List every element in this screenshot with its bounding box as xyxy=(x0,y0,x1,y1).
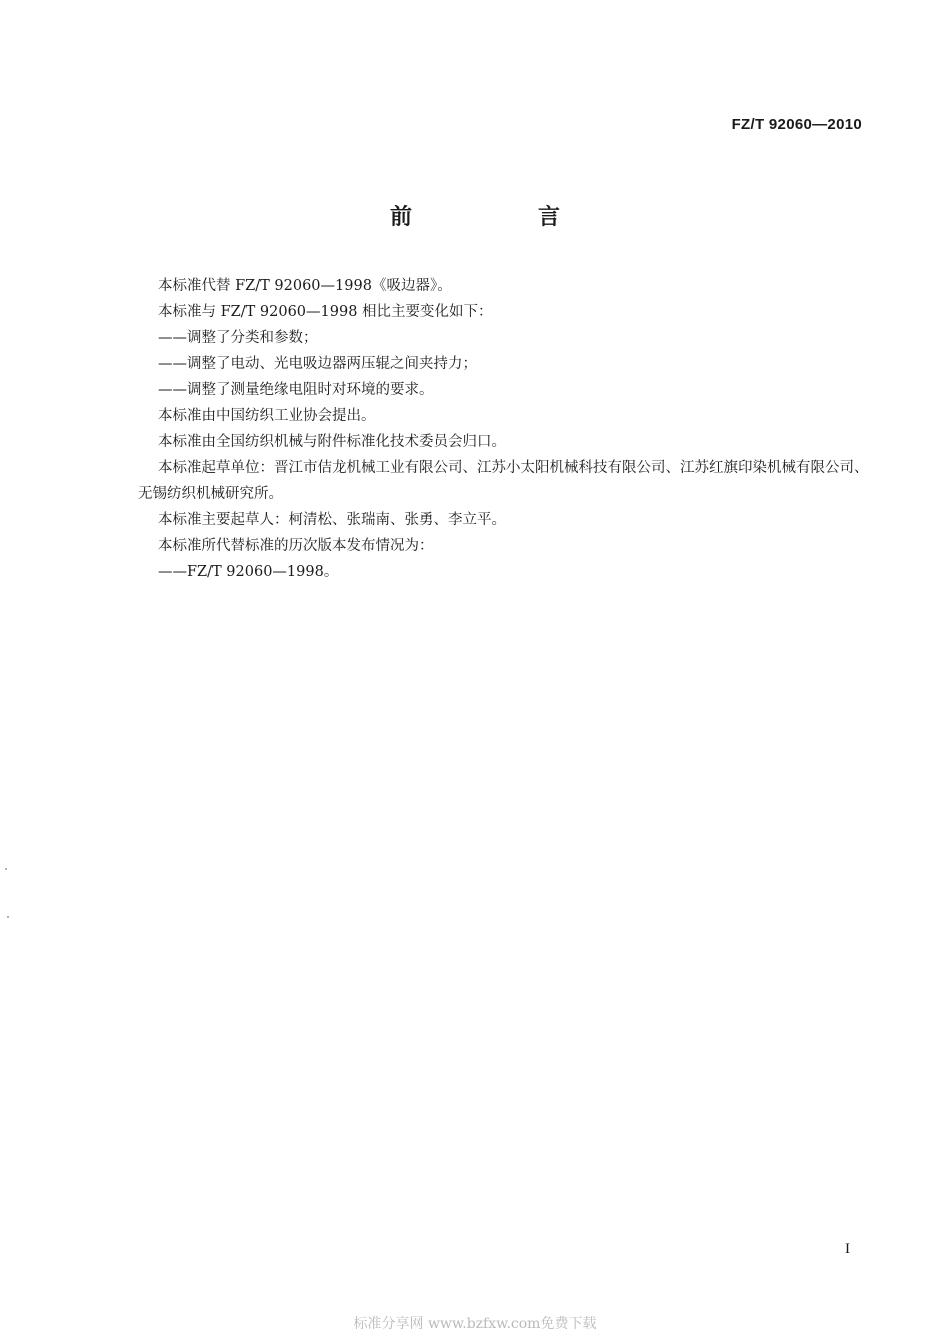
paragraph-drafters: 本标准主要起草人：柯清松、张瑞南、张勇、李立平。 xyxy=(158,512,506,528)
standard-code: FZ/T 92060—2010 xyxy=(731,116,862,133)
scan-speck xyxy=(5,868,7,870)
page-number: I xyxy=(845,1241,850,1257)
paragraph-history-intro: 本标准所代替标准的历次版本发布情况为： xyxy=(158,538,434,554)
paragraph-drafting-units: 本标准起草单位：晋江市佶龙机械工业有限公司、江苏小太阳机械科技有限公司、江苏红旗印染机械有限公司、无锡纺织机械研究所。 xyxy=(138,460,869,502)
paragraph-changes-intro: 本标准与 FZ/T 92060—1998 相比主要变化如下： xyxy=(158,304,493,320)
foreword-body xyxy=(138,273,870,585)
scan-speck xyxy=(7,916,9,918)
history-item: ——FZ/T 92060—1998。 xyxy=(158,564,339,580)
change-item-clamping-force: ——调整了电动、光电吸边器两压辊之间夹持力； xyxy=(158,356,477,372)
footer-watermark: 标准分享网 www.bzfxw.com免费下载 xyxy=(353,1316,597,1332)
page-title: 前 言 xyxy=(389,205,612,230)
change-item-insulation: ——调整了测量绝缘电阻时对环境的要求。 xyxy=(158,382,434,398)
change-item-classification: ——调整了分类和参数； xyxy=(158,330,318,346)
paragraph-centralized-by: 本标准由全国纺织机械与附件标准化技术委员会归口。 xyxy=(158,434,506,450)
paragraph-proposed-by: 本标准由中国纺织工业协会提出。 xyxy=(158,408,376,424)
paragraph-replaces: 本标准代替 FZ/T 92060—1998《吸边器》。 xyxy=(158,278,452,294)
